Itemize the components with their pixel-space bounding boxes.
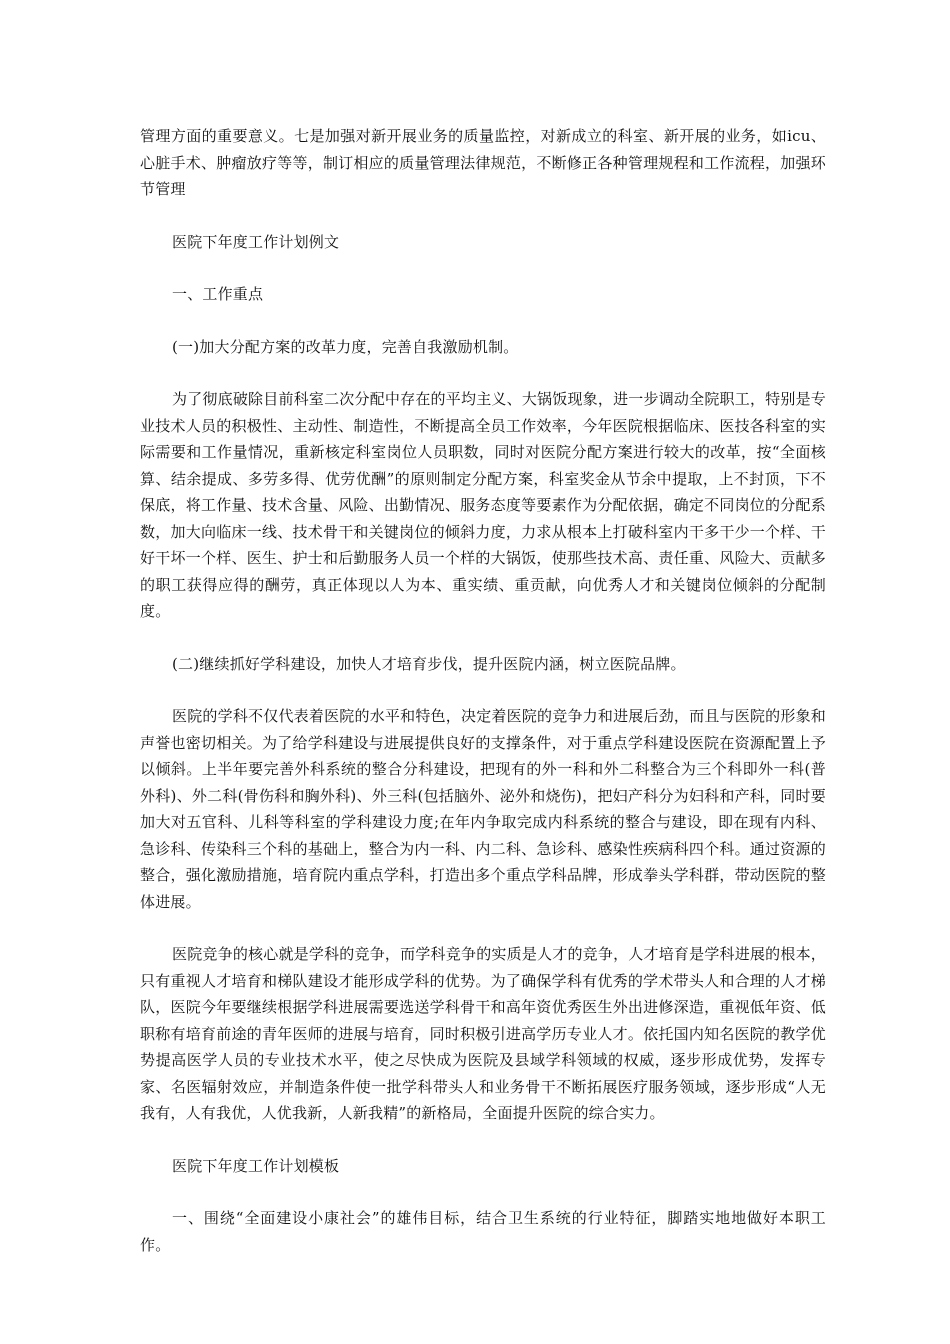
heading-work-focus: 一、工作重点 <box>172 285 264 303</box>
paragraph-gap <box>140 360 826 386</box>
paragraph-discipline: 医院的学科不仅代表着医院的水平和特色，决定着医院的竞争力和进展后劲，而且与医院的形象和声誉也密切相关。为了给学科建设与进展提供良好的支撑条件，对于重点学科建设医院在资源配置上予以倾斜。上半年要完善外科系统的整合分科建设，把现有的外一科和外二科整合为三个科即外一科(普外科)、外二科(骨伤科和胸外科)、外三科(包括脑外、泌外和烧伤)，把妇产科分为妇科和产科，同时要加大对五官科、儿科等科室的学科建设力度;在年内争取完成内科系统的整合与建设，即在现有内科、急诊科、传染科三个科的基础上，整合为内一科、内二科、急诊科、感染性疾病科四个科。通过资源的整合，强化激励措施，培育院内重点学科，打造出多个重点学科品牌，形成拳头学科群，带动医院的整体进展。 <box>140 707 826 911</box>
subheading-distribution-reform: (一)加大分配方案的改革力度，完善自我激励机制。 <box>172 337 519 356</box>
subheading-discipline-building: (二)继续抓好学科建设，加快人才培育步伐，提升医院内涵，树立医院品牌。 <box>172 654 686 673</box>
paragraph-gap <box>140 255 826 281</box>
paragraph-gap <box>140 677 826 703</box>
paragraph-gap <box>140 1127 826 1153</box>
section-title-example: 医院下年度工作计划例文 <box>172 232 340 251</box>
section-title-template: 医院下年度工作计划模板 <box>172 1156 340 1175</box>
paragraph-gap <box>140 1179 826 1205</box>
paragraph-gap <box>140 308 826 334</box>
paragraph-gap <box>140 203 826 229</box>
paragraph-talent: 医院竞争的核心就是学科的竞争，而学科竞争的实质是人才的竞争，人才培育是学科进展的根本，只有重视人才培育和梯队建设才能形成学科的优势。为了确保学科有优秀的学术带头人和合理的人才梯队，医院今年要继续根据学科进展需要选送学科骨干和高年资优秀医生外出进修深造，重视低年资、低职称有培育前途的青年医师的进展与培育，同时积极引进高学历专业人才。依托国内知名医院的教学优势提高医学人员的专业技术水平，使之尽快成为医院及县域学科领域的权威，逐步形成优势，发挥专家、名医辐射效应，并制造条件使一批学科带头人和业务骨干不断拓展医疗服务领域，逐步形成“人无我有，人有我优，人优我新，人新我精”的新格局，全面提升医院的综合实力。 <box>140 945 826 1122</box>
paragraph-continuation: 管理方面的重要意义。七是加强对新开展业务的质量监控，对新成立的科室、新开展的业务，如icu、心脏手术、肿瘤放疗等等，制订相应的质量管理法律规范，不断修正各种管理规程和工作流程，加强环节管理 <box>140 127 826 198</box>
paragraph-goal: 一、围绕“全面建设小康社会”的雄伟目标，结合卫生系统的行业特征，脚踏实地地做好本职工作。 <box>140 1209 826 1254</box>
paragraph-gap <box>140 625 826 651</box>
paragraph-distribution: 为了彻底破除目前科室二次分配中存在的平均主义、大锅饭现象，进一步调动全院职工，特别是专业技术人员的积极性、主动性、制造性，不断提高全员工作效率，今年医院根据临床、医技各科室的实际需要和工作量情况，重新核定科室岗位人员职数，同时对医院分配方案进行较大的改革，按“全面核算、结余提成、多劳多得、优劳优酬”的原则制定分配方案，科室奖金从节余中提取，上不封顶，下不保底，将工作量、技术含量、风险、出勤情况、服务态度等要素作为分配依据，确定不同岗位的分配系数，加大向临床一线、技术骨干和关键岗位的倾斜力度，力求从根本上打破科室内干多干少一个样、干好干坏一个样、医生、护士和后勤服务人员一个样的大锅饭，使那些技术高、责任重、风险大、贡献多的职工获得应得的酬劳，真正体现以人为本、重实绩、重贡献，向优秀人才和关键岗位倾斜的分配制度。 <box>140 390 826 620</box>
paragraph-gap <box>140 915 826 941</box>
document-page <box>140 123 826 1258</box>
